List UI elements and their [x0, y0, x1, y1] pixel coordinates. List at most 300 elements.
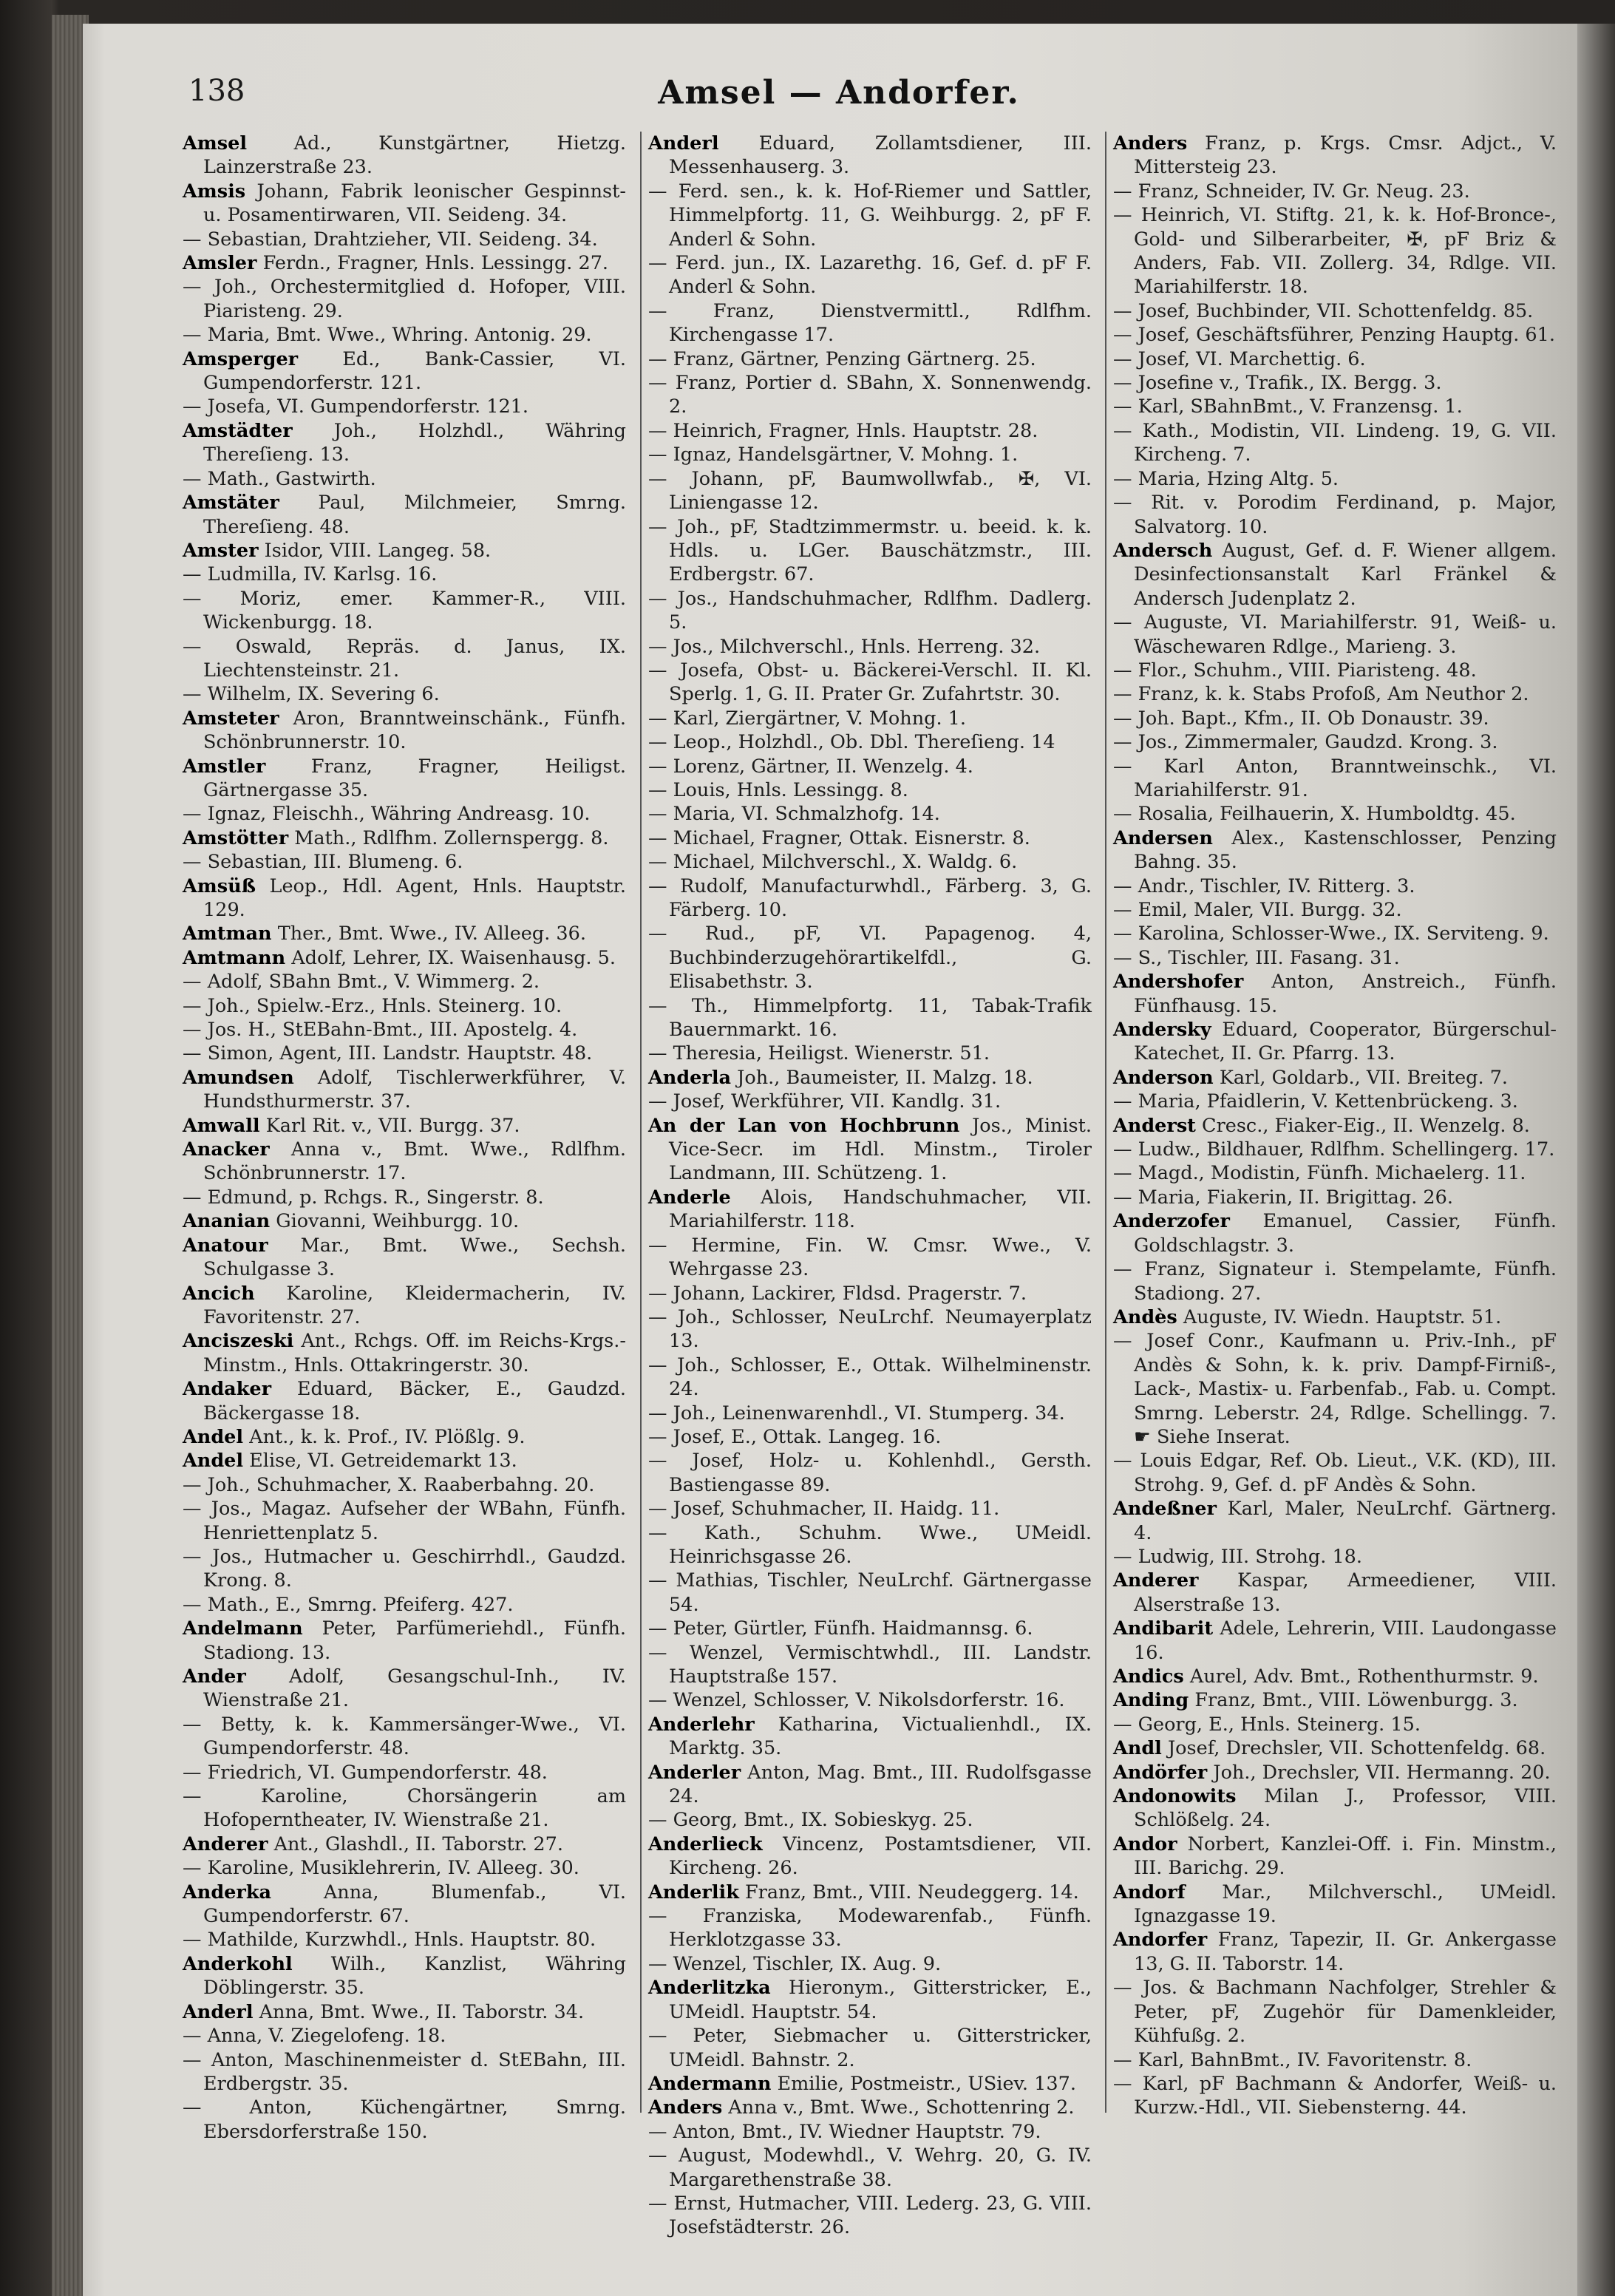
entry-text: Aron, Branntweinschänk., Fünfh. Schönbrunnerstr. 10.: [203, 707, 626, 754]
directory-subentry: [1113, 299, 1557, 323]
entry-text: — Josef, E., Ottak. Langeg. 16.: [648, 1425, 942, 1448]
directory-subentry: [1113, 659, 1557, 682]
directory-subentry: [648, 467, 1092, 515]
directory-subentry: [183, 1928, 626, 1952]
entry-text: — Joh., Schlosser, E., Ottak. Wilhelminenstr. 24.: [648, 1354, 1092, 1401]
entry-text: Karl, Maler, NeuLrchf. Gärtnerg. 4.: [1134, 1498, 1557, 1544]
directory-entry: [648, 132, 1092, 180]
directory-entry: [648, 1976, 1092, 2024]
directory-entry: [648, 1833, 1092, 1881]
directory-entry: [183, 1952, 626, 2000]
entry-headword: Amwall: [183, 1114, 260, 1137]
entry-headword: Anding: [1113, 1689, 1189, 1712]
directory-entry: [183, 1329, 626, 1377]
directory-subentry: [1113, 1186, 1557, 1209]
directory-entry: [183, 132, 626, 180]
entry-text: — Maria, Fiakerin, II. Brigittag. 26.: [1113, 1186, 1453, 1209]
directory-subentry: [1113, 922, 1557, 945]
entry-text: — Franz, Signateur i. Stempelamte, Fünfh. Stadiong. 27.: [1113, 1258, 1557, 1305]
directory-entry: [183, 180, 626, 228]
directory-subentry: [648, 2144, 1092, 2192]
directory-subentry: [183, 850, 626, 874]
entry-headword: Amsel: [183, 132, 248, 154]
directory-entry: [1113, 1066, 1557, 1090]
entry-text: Cresc., Fiaker-Eig., II. Wenzelg. 8.: [1195, 1114, 1530, 1137]
page-number: 138: [188, 74, 245, 108]
entry-text: — Joh., Spielw.-Erz., Hnls. Steinerg. 10.: [183, 994, 562, 1017]
directory-subentry: [183, 1545, 626, 1593]
directory-subentry: [1113, 180, 1557, 203]
entry-text: — Friedrich, VI. Gumpendorferstr. 48.: [183, 1761, 548, 1784]
directory-entry: [1113, 826, 1557, 874]
entry-text: — Leop., Holzhdl., Ob. Dbl. Thereſieng. 14: [648, 731, 1055, 754]
entry-headword: Amsis: [183, 180, 246, 203]
entry-text: — Peter, Siebmacher u. Gitterstricker, UMeidl. Bahnstr. 2.: [648, 2025, 1092, 2071]
entry-text: Paul, Milchmeier, Smrng. Thereſieng. 48.: [203, 492, 626, 538]
directory-subentry: [1113, 371, 1557, 395]
directory-entry: [1113, 1617, 1557, 1665]
entry-text: — Michael, Milchverschl., X. Waldg. 6.: [648, 851, 1018, 874]
directory-subentry: [1113, 730, 1557, 754]
entry-text: Anna v., Bmt. Wwe., Rdlfhm. Schönbrunnerstr. 17.: [203, 1138, 626, 1185]
entry-text: — Oswald, Repräs. d. Janus, IX. Liechtensteinstr. 21.: [183, 635, 626, 682]
directory-entry: [1113, 1736, 1557, 1760]
entry-text: Ant., Rchgs. Off. im Reichs-Krgs.-Minstm., Hnls. Ottakringerstr. 30.: [203, 1330, 626, 1376]
entry-text: August, Gef. d. F. Wiener allgem. Desinfectionsanstalt Karl Fränkel & Andersch Judenplatz 2.: [1134, 539, 1557, 610]
entry-text: — Jos. & Bachmann Nachfolger, Strehler & Peter, pF, Zugehör für Damenkleider, Kühfußg. 2.: [1113, 1977, 1557, 2048]
directory-subentry: [183, 1042, 626, 1065]
entry-text: Franz, Tapezir, II. Gr. Ankergasse 13, G. II. Taborstr. 14.: [1134, 1929, 1557, 1975]
directory-subentry: [1113, 1713, 1557, 1736]
entry-headword: Ananian: [183, 1210, 271, 1233]
directory-entry: [1113, 1305, 1557, 1329]
entry-text: — Karl, Ziergärtner, V. Mohng. 1.: [648, 707, 966, 730]
entry-text: Joh., Drechsler, VII. Hermanng. 20.: [1207, 1761, 1551, 1784]
directory-entry: [183, 707, 626, 755]
directory-subentry: [648, 1042, 1092, 1065]
entry-text: — Edmund, p. Rchgs. R., Singerstr. 8.: [183, 1186, 544, 1209]
directory-entry: [183, 1066, 626, 1114]
entry-text: Anna, Bmt. Wwe., II. Taborstr. 34.: [253, 2000, 585, 2023]
entry-text: Franz, Bmt., VIII. Löwenburgg. 3.: [1189, 1689, 1518, 1712]
entry-text: Alex., Kastenschlosser, Penzing Bahng. 35.: [1134, 826, 1557, 874]
directory-subentry: [1113, 1976, 1557, 2048]
entry-text: Peter, Parfümeriehdl., Fünfh. Stadiong. 13.: [203, 1617, 626, 1664]
entry-headword: Andersch: [1113, 539, 1213, 562]
entry-headword: Anders: [1113, 132, 1188, 154]
directory-subentry: [648, 1282, 1092, 1305]
entry-text: — Anton, Maschinenmeister d. StEBahn, III. Erdbergstr. 35.: [183, 2048, 626, 2095]
directory-subentry: [1113, 802, 1557, 826]
directory-subentry: [183, 802, 626, 826]
entry-text: — Jos. H., StEBahn-Bmt., III. Apostelg. 4.: [183, 1019, 578, 1042]
entry-text: — Karl, SBahnBmt., V. Franzensg. 1.: [1113, 395, 1463, 418]
directory-entry: [183, 1425, 626, 1449]
column-2: [648, 132, 1092, 2239]
entry-text: — Wenzel, Schlosser, V. Nikolsdorferstr. 16.: [648, 1689, 1065, 1712]
directory-subentry: [183, 994, 626, 1018]
entry-text: — Joh., Schlosser, NeuLrchf. Neumayerplatz 13.: [648, 1305, 1092, 1353]
directory-entry: [648, 1186, 1092, 1234]
directory-subentry: [183, 228, 626, 251]
directory-entry: [1113, 1114, 1557, 1138]
entry-text: — Josef Conr., Kaufmann u. Priv.-Inh., pF Andès & Sohn, k. k. priv. Dampf-Firniß-, Lack-, Mastix- u. Farbenfab., Fab. u. Compt. Smrng. Leberstr. 24, Rdlge. Schellingg. 7. ☛ Siehe Inserat.: [1113, 1330, 1557, 1448]
directory-entry: [1113, 1569, 1557, 1617]
directory-subentry: [648, 1402, 1092, 1425]
directory-subentry: [648, 443, 1092, 466]
entry-text: — Ignaz, Fleischh., Währing Andreasg. 10.: [183, 803, 591, 826]
entry-text: — Franz, Gärtner, Penzing Gärtnerg. 25.: [648, 347, 1036, 370]
directory-entry: [648, 1114, 1092, 1186]
entry-headword: Anderlitzka: [648, 1977, 771, 2000]
directory-entry: [183, 826, 626, 850]
directory-subentry: [648, 755, 1092, 778]
entry-text: — Johann, Lackirer, Fldsd. Pragerstr. 7.: [648, 1282, 1027, 1305]
directory-subentry: [183, 1856, 626, 1880]
entry-headword: Amtmann: [183, 946, 286, 969]
directory-entry: [183, 1138, 626, 1186]
entry-text: Johann, Fabrik leonischer Gespinnst- u. Posamentirwaren, VII. Seideng. 34.: [203, 180, 626, 227]
directory-subentry: [648, 1425, 1092, 1449]
directory-subentry: [1113, 946, 1557, 970]
column-rule: [640, 132, 642, 2113]
directory-subentry: [183, 395, 626, 418]
directory-entry: [183, 1881, 626, 1929]
entry-headword: Anderer: [183, 1833, 268, 1855]
entry-text: Wilh., Kanzlist, Währing Döblingerstr. 35.: [203, 1952, 626, 2000]
directory-subentry: [648, 1808, 1092, 1832]
entry-text: Leop., Hdl. Agent, Hnls. Hauptstr. 129.: [203, 874, 626, 921]
entry-headword: Anderl: [648, 132, 719, 154]
directory-subentry: [648, 1617, 1092, 1640]
entry-text: — Adolf, SBahn Bmt., V. Wimmerg. 2.: [183, 971, 540, 994]
entry-text: Math., Rdlfhm. Zollernspergg. 8.: [288, 826, 609, 849]
entry-text: Hieronym., Gitterstricker, E., UMeidl. Hauptstr. 54.: [669, 1977, 1092, 2023]
entry-headword: Anderson: [1113, 1066, 1214, 1089]
directory-subentry: [648, 1234, 1092, 1282]
entry-text: — Heinrich, VI. Stiftg. 21, k. k. Hof-Bronce-, Gold- und Silberarbeiter, ✠, pF Briz & Anders, Fab. VII. Zollerg. 34, Rdlge. VII. Mariahilferstr. 18.: [1113, 204, 1557, 299]
directory-entry: [1113, 132, 1557, 180]
entry-headword: Andörfer: [1113, 1761, 1208, 1784]
directory-entry: [183, 2000, 626, 2024]
directory-subentry: [648, 778, 1092, 802]
entry-text: — Franz, Portier d. SBahn, X. Sonnenwendg. 2.: [648, 372, 1092, 418]
directory-entry: [183, 251, 626, 275]
entry-text: Karl, Goldarb., VII. Breiteg. 7.: [1213, 1066, 1509, 1089]
entry-text: — Wilhelm, IX. Severing 6.: [183, 683, 440, 706]
directory-subentry: [648, 251, 1092, 299]
entry-text: Franz, p. Krgs. Cmsr. Adjct., V. Mittersteig 23.: [1134, 132, 1557, 179]
entry-text: — Anton, Küchengärtner, Smrng. Ebersdorferstraße 150.: [183, 2096, 626, 2143]
entry-text: Norbert, Kanzlei-Off. i. Fin. Minstm., III. Barichg. 29.: [1134, 1833, 1557, 1880]
directory-entry: [1113, 1497, 1557, 1545]
directory-entry: [648, 2072, 1092, 2096]
directory-entry: [183, 347, 626, 395]
entry-text: — Karl, pF Bachmann & Andorfer, Weiß- u. Kurzw.-Hdl., VII. Siebensterng. 44.: [1113, 2072, 1557, 2119]
entry-text: Adele, Lehrerin, VIII. Laudongasse 16.: [1134, 1617, 1557, 1664]
entry-text: — Ernst, Hutmacher, VIII. Lederg. 23, G. VIII. Josefstädterstr. 26.: [648, 2192, 1092, 2239]
entry-headword: Andics: [1113, 1665, 1184, 1688]
entry-text: — Josef, Werkführer, VII. Kandlg. 31.: [648, 1090, 1002, 1113]
entry-text: — Ludwig, III. Strohg. 18.: [1113, 1545, 1363, 1568]
directory-subentry: [1113, 755, 1557, 803]
directory-entry: [1113, 1881, 1557, 1929]
directory-subentry: [648, 1449, 1092, 1497]
entry-headword: Anderka: [183, 1881, 272, 1903]
directory-subentry: [183, 970, 626, 994]
entry-headword: Andeßner: [1113, 1498, 1217, 1521]
entry-text: Anton, Mag. Bmt., III. Rudolfsgasse 24.: [669, 1761, 1092, 1808]
entry-text: — Franziska, Modewarenfab., Fünfh. Herklotzgasse 33.: [648, 1905, 1092, 1952]
directory-subentry: [183, 467, 626, 491]
entry-text: Ferdn., Fragner, Hnls. Lessingg. 27.: [256, 252, 609, 275]
entry-text: — Johann, pF, Baumwollwfab., ✠, VI. Liniengasse 12.: [648, 467, 1092, 514]
entry-headword: Anderlieck: [648, 1833, 763, 1855]
directory-subentry: [648, 419, 1092, 443]
directory-subentry: [183, 2048, 626, 2096]
entry-headword: Andelmann: [183, 1617, 303, 1640]
entry-text: Eduard, Cooperator, Bürgerschul-Katechet, II. Gr. Pfarrg. 13.: [1134, 1019, 1557, 1065]
directory-subentry: [183, 1186, 626, 1209]
directory-subentry: [648, 371, 1092, 419]
directory-subentry: [1113, 874, 1557, 898]
directory-entry: [183, 491, 626, 539]
entry-text: — Georg, Bmt., IX. Sobieskyg. 25.: [648, 1809, 973, 1832]
column-1: [183, 132, 626, 2143]
entry-text: Auguste, IV. Wiedn. Hauptstr. 51.: [1177, 1305, 1502, 1328]
entry-text: — Franz, Schneider, IV. Gr. Neug. 23.: [1113, 180, 1470, 203]
entry-text: — Joh., Leinenwarenhdl., VI. Stumperg. 34.: [648, 1402, 1065, 1424]
entry-headword: Amstädter: [183, 419, 293, 442]
directory-subentry: [1113, 2048, 1557, 2072]
directory-subentry: [648, 2024, 1092, 2072]
entry-headword: Amstäter: [183, 492, 279, 514]
directory-subentry: [648, 587, 1092, 635]
entry-text: — Flor., Schuhm., VIII. Piaristeng. 48.: [1113, 659, 1477, 682]
entry-text: Anna v., Bmt. Wwe., Schottenring 2.: [722, 2096, 1075, 2119]
entry-text: Karoline, Kleidermacherin, IV. Favoritenstr. 27.: [203, 1282, 626, 1328]
entry-text: Katharina, Victualienhdl., IX. Marktg. 35.: [669, 1713, 1092, 1760]
entry-headword: Andès: [1113, 1305, 1177, 1328]
entry-headword: Anderst: [1113, 1114, 1196, 1137]
directory-entry: [1113, 1928, 1557, 1976]
entry-text: — Kath., Schuhm. Wwe., UMeidl. Heinrichsgasse 26.: [648, 1521, 1092, 1568]
entry-text: Emanuel, Cassier, Fünfh. Goldschlagstr. 3.: [1134, 1210, 1557, 1257]
entry-text: — Josefa, Obst- u. Bäckerei-Verschl. II. Kl. Sperlg. 1, G. II. Prater Gr. Zufahrtstr. 30.: [648, 659, 1092, 706]
entry-headword: Amsüß: [183, 874, 256, 897]
directory-entry: [183, 1209, 626, 1233]
directory-entry: [183, 1617, 626, 1665]
directory-subentry: [1113, 323, 1557, 347]
entry-headword: Andonowits: [1113, 1785, 1237, 1808]
directory-subentry: [648, 1904, 1092, 1952]
entry-headword: Anderl: [183, 2000, 254, 2023]
directory-subentry: [1113, 491, 1557, 539]
entry-headword: Andel: [183, 1450, 244, 1473]
entry-text: — Joh., Orchestermitglied d. Hofoper, VIII. Piaristeng. 29.: [183, 276, 626, 322]
directory-subentry: [1113, 707, 1557, 730]
directory-subentry: [648, 730, 1092, 754]
entry-text: — Karl Anton, Branntweinschk., VI. Mariahilferstr. 91.: [1113, 755, 1557, 801]
directory-subentry: [1113, 1161, 1557, 1185]
entry-text: Vincenz, Postamtsdiener, VII. Kircheng. 26.: [669, 1833, 1092, 1880]
entry-headword: Anderer: [1113, 1569, 1199, 1592]
directory-subentry: [1113, 1329, 1557, 1449]
entry-text: Karl Rit. v., VII. Burgg. 37.: [259, 1114, 520, 1137]
directory-subentry: [648, 1305, 1092, 1354]
entry-text: Jos., Minist. Vice-Secr. im Hdl. Minstm., Tiroler Landmann, III. Schützeng. 1.: [669, 1114, 1092, 1185]
entry-text: — Ferd. jun., IX. Lazarethg. 16, Gef. d. pF F. Anderl & Sohn.: [648, 252, 1092, 299]
entry-text: Joh., Holzhdl., Währing Thereſieng. 13.: [203, 419, 626, 466]
entry-text: — Louis, Hnls. Lessingg. 8.: [648, 778, 908, 801]
entry-headword: Anders: [648, 2096, 723, 2119]
entry-text: — Moriz, emer. Kammer-R., VIII. Wickenburgg. 18.: [183, 587, 626, 634]
directory-subentry: [1113, 611, 1557, 659]
directory-entry: [183, 1234, 626, 1282]
entry-text: — Karoline, Musiklehrerin, IV. Alleeg. 30.: [183, 1857, 579, 1880]
directory-subentry: [183, 1473, 626, 1497]
entry-text: — Jos., Magaz. Aufseher der WBahn, Fünfh. Henriettenplatz 5.: [183, 1498, 626, 1544]
directory-entry: [1113, 1833, 1557, 1881]
directory-subentry: [183, 587, 626, 635]
entry-text: — Josefine v., Trafik., IX. Bergg. 3.: [1113, 372, 1442, 395]
entry-headword: Ancich: [183, 1282, 255, 1305]
entry-headword: Anatour: [183, 1234, 268, 1257]
directory-entry: [1113, 1761, 1557, 1784]
entry-text: Eduard, Zollamtsdiener, III. Messenhauserg. 3.: [669, 132, 1092, 179]
entry-text: — Joh. Bapt., Kfm., II. Ob Donaustr. 39.: [1113, 707, 1489, 730]
entry-headword: Andorfer: [1113, 1929, 1208, 1952]
directory-subentry: [648, 1521, 1092, 1569]
entry-text: Franz, Bmt., VIII. Neudeggerg. 14.: [738, 1881, 1079, 1903]
entry-headword: An der Lan von Hochbrunn: [648, 1114, 960, 1137]
entry-headword: Anderlik: [648, 1881, 739, 1903]
entry-text: — Josef, Geschäftsführer, Penzing Hauptg. 61.: [1113, 324, 1555, 347]
directory-subentry: [183, 2096, 626, 2144]
directory-subentry: [648, 826, 1092, 850]
directory-subentry: [1113, 898, 1557, 922]
directory-subentry: [648, 850, 1092, 874]
entry-text: — Jos., Milchverschl., Hnls. Herreng. 32.: [648, 635, 1041, 658]
column-3: [1113, 132, 1557, 2127]
directory-subentry: [648, 2192, 1092, 2240]
entry-text: — August, Modewhdl., V. Wehrg. 20, G. IV. Margarethenstraße 38.: [648, 2144, 1092, 2191]
directory-subentry: [1113, 395, 1557, 418]
entry-text: — Betty, k. k. Kammersänger-Wwe., VI. Gumpendorferstr. 48.: [183, 1713, 626, 1760]
entry-headword: Amsler: [183, 252, 257, 275]
entry-headword: Andibarit: [1113, 1617, 1214, 1640]
entry-text: — Maria, VI. Schmalzhofg. 14.: [648, 803, 940, 826]
entry-text: — Karoline, Chorsängerin am Hofoperntheater, IV. Wienstraße 21.: [183, 1785, 626, 1832]
entry-text: Kaspar, Armeediener, VIII. Alserstraße 13.: [1134, 1569, 1557, 1616]
entry-headword: Anciszeski: [183, 1330, 294, 1353]
directory-subentry: [648, 922, 1092, 994]
entry-text: — Rud., pF, VI. Papagenog. 4, Buchbinderzugehörartikelfdl., G. Elisabethstr. 3.: [648, 923, 1092, 994]
entry-text: — Jos., Zimmermaler, Gaudzd. Krong. 3.: [1113, 731, 1498, 754]
entry-headword: Amundsen: [183, 1066, 294, 1089]
directory-entry: [648, 1881, 1092, 1904]
entry-text: Josef, Drechsler, VII. Schottenfeldg. 68.: [1161, 1737, 1546, 1760]
entry-text: — Josef, Holz- u. Kohlenhdl., Gersth. Bastiengasse 89.: [648, 1450, 1092, 1496]
directory-subentry: [1113, 1138, 1557, 1161]
entry-text: — Simon, Agent, III. Landstr. Hauptstr. 48.: [183, 1042, 593, 1065]
entry-text: Ther., Bmt. Wwe., IV. Alleeg. 36.: [271, 923, 586, 945]
directory-subentry: [648, 1090, 1092, 1113]
entry-text: — Joh., Schuhmacher, X. Raaberbahng. 20.: [183, 1473, 595, 1496]
directory-entry: [648, 1761, 1092, 1809]
entry-text: — Rosalia, Feilhauerin, X. Humboldtg. 45.: [1113, 803, 1516, 826]
directory-entry: [183, 946, 626, 970]
directory-entry: [1113, 1209, 1557, 1257]
entry-text: — Ludw., Bildhauer, Rdlfhm. Schellingerg. 17.: [1113, 1138, 1555, 1161]
entry-text: Ed., Bank-Cassier, VI. Gumpendorferstr. 121.: [203, 347, 626, 395]
entry-text: — Emil, Maler, VII. Burgg. 32.: [1113, 899, 1402, 921]
entry-headword: Amsperger: [183, 347, 299, 370]
entry-text: Anna, Blumenfab., VI. Gumpendorferstr. 67.: [203, 1881, 626, 1928]
directory-entry: [183, 1114, 626, 1138]
entry-text: — Anton, Bmt., IV. Wiedner Hauptstr. 79.: [648, 2120, 1041, 2143]
entry-text: — Heinrich, Fragner, Hnls. Hauptstr. 28.: [648, 419, 1038, 442]
page-header: [188, 74, 1489, 126]
directory-subentry: [648, 347, 1092, 371]
directory-subentry: [183, 323, 626, 347]
entry-headword: Amstler: [183, 755, 266, 778]
entry-headword: Andel: [183, 1425, 244, 1448]
directory-subentry: [183, 682, 626, 706]
entry-headword: Andersky: [1113, 1019, 1211, 1042]
directory-subentry: [648, 1688, 1092, 1712]
directory-subentry: [648, 180, 1092, 251]
entry-text: Alois, Handschuhmacher, VII. Mariahilferstr. 118.: [669, 1186, 1092, 1233]
entry-text: — Maria, Bmt. Wwe., Whring. Antonig. 29.: [183, 324, 592, 347]
entry-headword: Amsteter: [183, 707, 279, 730]
entry-text: — Karl, BahnBmt., IV. Favoritenstr. 8.: [1113, 2048, 1472, 2071]
entry-text: — Ferd. sen., k. k. Hof-Riemer und Sattler, Himmelpfortg. 11, G. Weihburgg. 2, pF F. Anderl & Sohn.: [648, 180, 1092, 251]
entry-text: — Maria, Pfaidlerin, V. Kettenbrückeng. 3.: [1113, 1090, 1518, 1113]
entry-text: — Josefa, VI. Gumpendorferstr. 121.: [183, 395, 529, 418]
entry-headword: Anderkohl: [183, 1952, 293, 1975]
entry-text: Ant., Glashdl., II. Taborstr. 27.: [268, 1833, 563, 1855]
directory-subentry: [183, 1497, 626, 1545]
directory-subentry: [1113, 203, 1557, 299]
directory-entry: [1113, 1665, 1557, 1688]
entry-text: — Magd., Modistin, Fünfh. Michaelerg. 11.: [1113, 1162, 1526, 1185]
entry-text: — Karolina, Schlosser-Wwe., IX. Servitеng. 9.: [1113, 923, 1549, 945]
entry-text: — Joh., pF, Stadtzimmermstr. u. beeid. k. k. Hdls. u. LGer. Bauschätzmstr., III. Erdbergstr. 67.: [648, 515, 1092, 586]
directory-subentry: [183, 563, 626, 586]
entry-text: Joh., Baumeister, II. Malzg. 18.: [731, 1066, 1033, 1089]
entry-text: Franz, Fragner, Heiligst. Gärtnergasse 35.: [203, 755, 626, 801]
directory-entry: [648, 1066, 1092, 1090]
directory-subentry: [648, 994, 1092, 1042]
directory-subentry: [183, 635, 626, 683]
entry-text: — Wenzel, Vermischtwhdl., III. Landstr. Hauptstraße 157.: [648, 1641, 1092, 1688]
entry-headword: Andersen: [1113, 826, 1213, 849]
entry-text: — Kath., Modistin, VII. Lindeng. 19, G. VII. Kircheng. 7.: [1113, 419, 1557, 466]
entry-headword: Amtman: [183, 923, 272, 945]
entry-text: — Josef, Schuhmacher, II. Haidg. 11.: [648, 1498, 1000, 1521]
directory-subentry: [648, 1497, 1092, 1521]
entry-text: — Anna, V. Ziegelofeng. 18.: [183, 2025, 446, 2048]
entry-text: Milan J., Professor, VIII. Schlößelg. 24.: [1134, 1785, 1557, 1832]
entry-text: — Franz, k. k. Stabs Profoß, Am Neuthor 2.: [1113, 683, 1529, 706]
page-right-shadow: [1577, 24, 1615, 2296]
entry-headword: Amstötter: [183, 826, 289, 849]
entry-headword: Andorf: [1113, 1881, 1186, 1903]
entry-text: Eduard, Bäcker, E., Gaudzd. Bäckergasse 18.: [203, 1378, 626, 1424]
directory-subentry: [648, 802, 1092, 826]
entry-text: — Josef, VI. Marchettig. 6.: [1113, 347, 1366, 370]
